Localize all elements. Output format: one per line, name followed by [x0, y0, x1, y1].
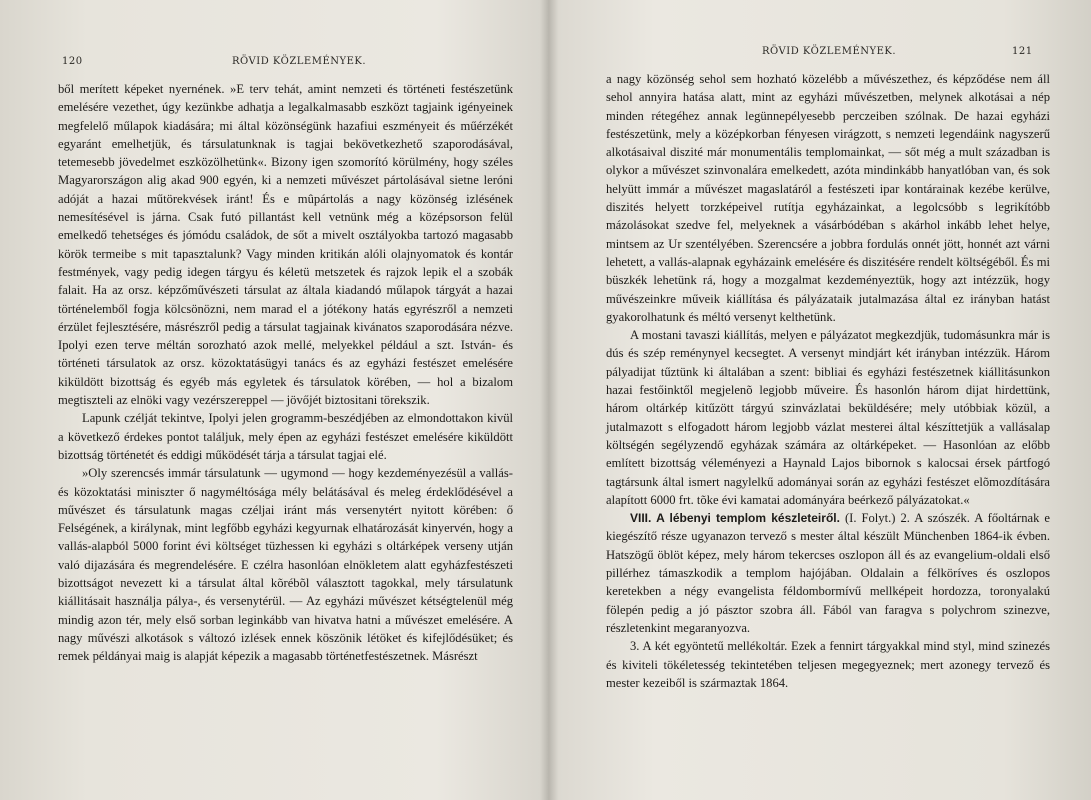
- page-number-left: 120: [62, 56, 83, 67]
- right-paragraph-2: A mostani tavaszi kiállítás, melyen e pályázatot megkezdjük, tudomásunkra már is dús és szép reménynyel kecsegtet. A versenyt mindjárt két irányban intézzük. Három pályadijat tűztünk ki általában a szent: bibliai és egyházi festészetnek kiállitásunkon hazai festőinktől megjelenõ legjobb műveire. És hasonlón három dijat hirdettünk, három oltárkép kitűzött tárgyú szinvázlatai beküldésére; mely utóbbiak közül, a jutalmazott s elfogadott három legjobb vázlat mesterei által készíttetjük a vallásalap költségén segélyzendő egyházak számára az oltárképeket. — Hasonlóan az előbb említett bizottság véleményezi a Haynald Lajos bibornok s kalocsai érsek pártfogó tagtársunk által ismert nagylelkű adományai során az egyházi festészet elõmozdítására alapított 6000 frt. tõke évi kamatai adományára beérkező pályázatokat.«: [606, 328, 1050, 507]
- right-paragraph-4: 3. A két egyöntetű mellékoltár. Ezek a fennirt tárgyakkal mind styl, mind szinezés és kiviteli tökéletesség tekintetében teljesen megegyeznek; mert azonegy tervező és mester kezeiből is származtak 1864.: [606, 639, 1050, 690]
- right-section-paragraph: [606, 509, 1050, 637]
- right-paragraph-1: a nagy közönség sehol sem hozható közelébb a művészethez, és képződése nem áll sehol annyira hatása alatt, mint az egyházi művészetben, melynek alkotásai a nép minden rétegéhez annak legünnepélyesebb perczeiben szólnak. De hazai egyházi festészetünk, mely a középkorban fényesen virágzott, s nemzeti legendáink nagyszerű alkotásaival diszité már monumentális templomainkat, — sőt még a mult században is olykor a művészet szinvonalára emelkedett, azóta mindinkább hanyatlóban van, és sok helyütt immár a művészet magaslatáról a festészeti ipar kontárainak kezébe kerülve, diszités helyett torzképeivel rutítja egyházainkat, a legolcsóbb s legrikítóbb mázolásokat szedve fel, melyeknek a vásárbódéban s akárhol inkább lehet helye, mintsem az Ur szentélyében. Szerencsére a jobbra fordulás onnét jött, honnét azt várni lehetett, a vallás-alapnak egyházaink emelésére és diszitésére rendelt költségéből. És mi büszkék lehetünk rá, hogy a mozgalmat kezdeményeztük, hogy azt intézzük, hogy művészeinkre műveik kiállítása és pályázataik jutalmazása által ez irányban hatást gyakorolhatunk és méltó versenyt kelthetünk.: [606, 72, 1050, 324]
- right-page-body: [606, 70, 1050, 692]
- left-paragraph-1: ből merített képeket nyernének. »E terv tehát, amint nemzeti és történeti festészetünk emelésére vezethet, úgy kezünkbe adhatja a legalkalmasabb eszközt tagjaink igényeinek megfelelő műlapok kiadására; mi által közönségünk hazafiui eszményeit és műérzékét egyaránt emelhetjük, és társulatunknak is tagjai bekövetkezhető szaporodásával, tetemesebb jövedelmet eszközölhetünk«. Bizony igen szomorító körülmény, hogy széles Magyarországon alig akad 900 egyén, ki a nemzeti művészet pártolásával sietne leróni adóját a hazai műtörekvések iránt! És e mûpártolás a nagy közönség izlésének nemesítésével is járna. Csak futó pillantást kell vetnünk még a középsorson felül emelkedő tehetséges és jómódu családok, de sőt a mivelt osztályokba tartozó magasabb körök termeibe s mit tapasztalunk? Vagy minden kritikán alóli olajnyomatok és kontár festmények, vagy pedig idegen tárgyu és kéletü metszetek és rajzok lepik el a szobák falait. Ha az orsz. képzőművészeti társulat az általa kiadandó műlapok tárgyát a hazai történelemből fogja kölcsönözni, nem marad el a jótékony hatás egyrészről a nemzeti érzület fejlesztésére, másrészről pedig a társulat tagjainak kivánatos szaporodására nézve. Ipolyi ezen terve méltán sorozható azok mellé, melyekkel például a szt. István- és történeti társulatok az orsz. közoktatásügyi tanács és az egyházi festészet emelésére kiküldött bizottság és egyéb más egyletek és társulatok körében, — hol a bizalom megtiszteli az elnöki vagy vezérszereppel — jövőjét biztositani törekszik.: [58, 82, 513, 408]
- left-page: [0, 0, 545, 800]
- left-paragraph-3: »Oly szerencsés immár társulatunk — ugymond — hogy kezdeményezésül a vallás- és közoktatási miniszter ő nagyméltósága mély belátásával és meleg érdeklődésével a művészet és társulatunk magas czéljai iránt más versenytért nyitott körében: ő Felségének, a királynak, mint legfőbb egyházi kegyurnak elhatározását kinyervén, hogy a vallás-alapból 5000 forint évi költséget tüzhessen ki egyházi s oltárképek verseny utján való dijazására és megrendelésére. E czélra hasonlóan elnökletem alatt egyházfestészeti bizottságot nevezett ki a társulat által kõrébõl választott tagokkal, mely társulatunk kiállitásait használja pálya-, és versenytérül. — Az egyházi művészet kétségtelenül még mindig azon tér, mely első sorban leginkább van hivatva hatni a művészet emelésére. A nagy művészi alkotások s változó izlések ennek köszönik létöket és kifejlődésüket; és remek példányai maig is alapját képezik a magasabb történetfestészetnek. Másrészt: [58, 466, 513, 664]
- running-head-left: RÖVID KÖZLEMÉNYEK.: [232, 56, 367, 67]
- right-page: [546, 0, 1091, 800]
- section-text: (I. Folyt.) 2. A szószék. A főoltárnak e kiegészítő része ugyanazon tervező s mester által készült Münchenben 1864-ik évben. Hatszögű öblöt képez, mely három tekercses oszlopon áll és az evangelium-oldali első pillérhez támaszkodik a templom hajójában. Oldalain a félköríves és oszlopos keretekben a négy evangelista féldombormívű mellképeit hordozza, toronyalakú fölepén pedig a jó pásztor szobra áll. Fából van faragva s polychrom szinezve, részletenkint megaranyozva.: [606, 511, 1050, 635]
- running-head-right: RÖVID KÖZLEMÉNYEK.: [762, 46, 897, 57]
- left-paragraph-2: Lapunk czélját tekintve, Ipolyi jelen grogramm-beszédjében az elmondottakon kivül a következő érdekes pontot találjuk, mely épen az egyházi festészet emelésére kiküldött bizottság történetét és eddigi működését tárja a társulat tagjai elé.: [58, 411, 513, 462]
- left-page-body: [58, 80, 513, 666]
- page-number-right: 121: [1012, 46, 1033, 57]
- section-heading: VIII. A lébenyi templom készleteiről.: [630, 511, 840, 526]
